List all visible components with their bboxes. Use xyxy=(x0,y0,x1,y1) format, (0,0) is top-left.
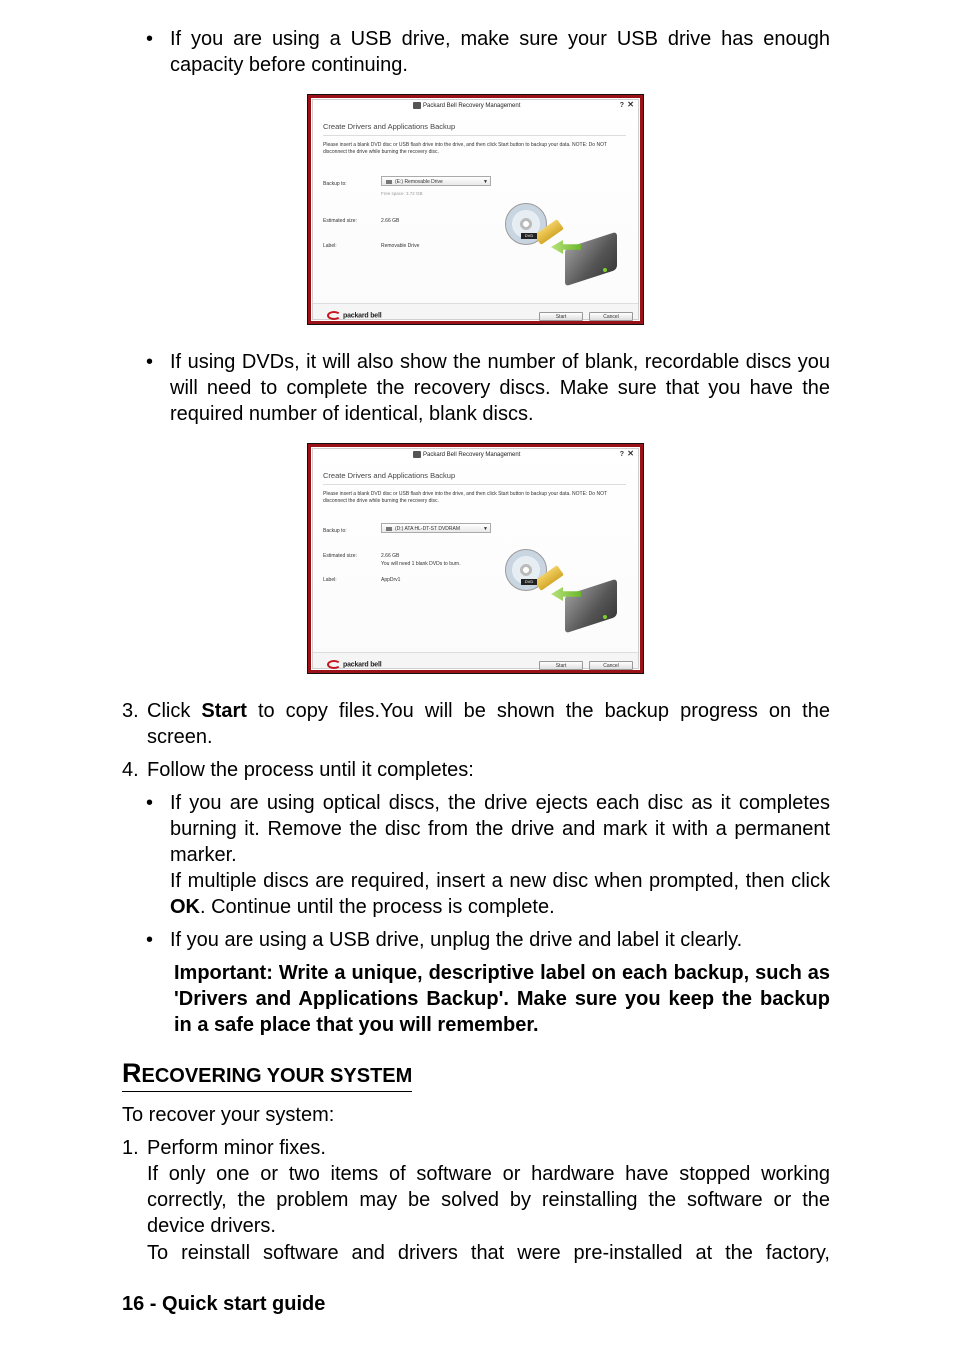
step-1-title: Perform minor fixes. xyxy=(147,1137,326,1159)
hard-drive-icon xyxy=(565,232,617,287)
bullet-usb-capacity: If you are using a USB drive, make sure your USB drive has enough capacity before continuing. xyxy=(170,28,830,76)
estimated-size-label: Estimated size: xyxy=(323,553,357,559)
recovery-dialog-usb-screenshot xyxy=(307,94,644,325)
section-heading: RECOVERING YOUR SYSTEM xyxy=(122,1058,412,1092)
ok-keyword: OK xyxy=(170,896,200,918)
step-3-text: Click Start to copy files.You will be shown the backup progress on the screen. xyxy=(147,700,830,748)
step-1-para-1: If only one or two items of software or hardware have stopped working correctly, the problem may be solved by reinstalling the software or the device drivers. xyxy=(147,1163,830,1237)
bullet-symbol: • xyxy=(146,792,154,814)
hdd-light-icon xyxy=(603,615,607,619)
bullet-symbol: • xyxy=(146,351,154,373)
label-label: Label: xyxy=(323,577,337,583)
bullet-symbol: • xyxy=(146,929,154,951)
dialog-description: Please insert a blank DVD disc or USB flash drive into the drive, and then click Start button to backup your data. NOTE: Do NOT disconnect the drive while burning the recovery disc. xyxy=(323,491,607,504)
backup-to-value: (D:) ATA HL-DT-ST DVDRAM xyxy=(395,526,461,532)
packard-bell-logo: packard bell xyxy=(327,311,381,320)
cancel-button: Cancel xyxy=(589,661,633,670)
chevron-down-icon: ▼ xyxy=(483,179,488,185)
cancel-button: Cancel xyxy=(589,312,633,321)
bullet-optical-discs: If you are using optical discs, the drive ejects each disc as it completes burning it. Remove the disc from the drive and mark it with a permanent marker. xyxy=(170,792,830,866)
backup-to-label: Backup to: xyxy=(323,181,347,187)
estimated-size-value: 2.66 GB xyxy=(381,218,400,224)
dialog-title: Packard Bell Recovery Management xyxy=(423,103,521,109)
logo-swoosh-icon xyxy=(327,660,341,669)
drive-icon xyxy=(386,180,392,184)
start-keyword: Start xyxy=(201,700,247,722)
drive-icon xyxy=(386,527,392,531)
dialog-titlebar xyxy=(313,100,638,112)
dialog-heading: Create Drivers and Applications Backup xyxy=(323,471,456,480)
dvd-badge: DVD xyxy=(521,579,537,585)
label-label: Label: xyxy=(323,243,337,249)
backup-to-select xyxy=(381,523,491,533)
close-icon: ✕ xyxy=(627,100,634,109)
step-1-para-2: To reinstall software and drivers that were pre-installed at the factory, xyxy=(147,1242,830,1264)
divider xyxy=(323,135,626,136)
label-value: AppDrv1 xyxy=(381,577,401,583)
logo-swoosh-icon xyxy=(327,311,341,320)
discs-needed: You will need 1 blank DVDs to burn. xyxy=(381,561,461,567)
page-footer: 16 - Quick start guide xyxy=(122,1293,326,1315)
app-icon xyxy=(413,102,421,109)
hdd-light-icon xyxy=(603,268,607,272)
help-icon: ? xyxy=(619,451,624,458)
start-button: Start xyxy=(539,312,583,321)
backup-to-select xyxy=(381,176,491,186)
estimated-size-label: Estimated size: xyxy=(323,218,357,224)
backup-to-value: (E:) Removable Drive xyxy=(395,179,443,185)
hard-drive-icon xyxy=(565,579,617,634)
app-icon xyxy=(413,451,421,458)
dialog-title: Packard Bell Recovery Management xyxy=(423,452,521,458)
bullet-optical-multiple: If multiple discs are required, insert a new disc when prompted, then click OK. Continue until the process is complete. xyxy=(170,870,830,918)
bullet-symbol: • xyxy=(146,28,154,50)
start-button: Start xyxy=(539,661,583,670)
step-number: 4. xyxy=(122,759,139,781)
step-4-text: Follow the process until it completes: xyxy=(147,759,474,781)
dvd-badge: DVD xyxy=(521,233,537,239)
recovery-dialog-dvd-screenshot xyxy=(307,443,644,674)
bullet-dvd-count: If using DVDs, it will also show the number of blank, recordable discs you will need to complete the recovery discs. Make sure that you have the required number of identical, blank discs. xyxy=(170,351,830,425)
intro-text: To recover your system: xyxy=(122,1104,335,1126)
backup-to-label: Backup to: xyxy=(323,528,347,534)
packard-bell-logo: packard bell xyxy=(327,660,381,669)
divider xyxy=(323,484,626,485)
estimated-size-value: 2.66 GB xyxy=(381,553,400,559)
help-icon: ? xyxy=(619,102,624,109)
step-number: 3. xyxy=(122,700,139,722)
bullet-usb-unplug: If you are using a USB drive, unplug the drive and label it clearly. xyxy=(170,929,743,951)
dialog-description: Please insert a blank DVD disc or USB flash drive into the drive, and then click Start button to backup your data. NOTE: Do NOT disconnect the drive while burning the recovery disc. xyxy=(323,142,607,155)
dialog-titlebar xyxy=(313,449,638,461)
step-number: 1. xyxy=(122,1137,139,1159)
important-note: Important: Write a unique, descriptive label on each backup, such as 'Drivers and Applications Backup'. Make sure you keep the backup in a safe place that you will remember. xyxy=(174,962,830,1036)
close-icon: ✕ xyxy=(627,449,634,458)
dialog-heading: Create Drivers and Applications Backup xyxy=(323,122,456,131)
label-value: Removable Drive xyxy=(381,243,420,249)
free-space: Free space: 3.72 GB xyxy=(381,191,423,196)
chevron-down-icon: ▼ xyxy=(483,526,488,532)
